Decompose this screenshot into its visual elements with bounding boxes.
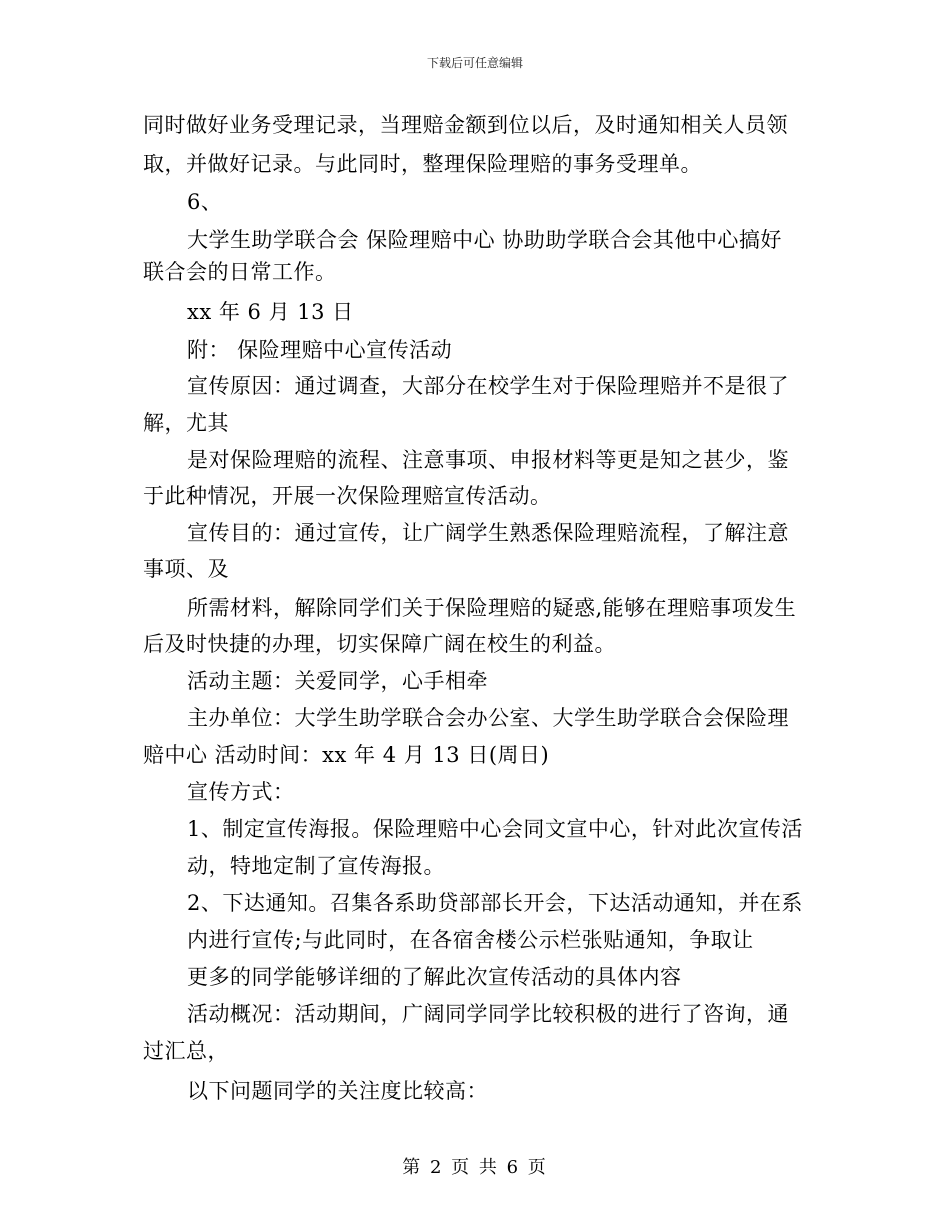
body-line-12: 宣传目的：通过宣传，让广阔学生熟悉保险理赔流程，了解注意 [187,521,789,545]
body-line-2: 取，并做好记录。与此同时，整理保险理赔的事务受理单。 [143,152,702,176]
body-line-10: 是对保险理赔的流程、注意事项、申报材料等更是知之甚少，鉴 [187,448,789,472]
body-line-4: 大学生助学联合会 保险理赔中心 协助助学联合会其他中心搞好 [187,228,782,252]
body-line-19: 宣传方式： [187,780,295,804]
body-line-20: 1、制定宣传海报。保险理赔中心会同文宣中心，针对此次宣传活 [187,817,803,841]
body-line-25: 活动概况：活动期间，广阔同学同学比较积极的进行了咨询，通 [187,1002,789,1026]
body-line-23: 内进行宣传;与此同时，在各宿舍楼公示栏张贴通知，争取让 [187,928,754,952]
page-header: 下载后可任意编辑 [426,56,523,70]
body-line-5: 联合会的日常工作。 [143,260,337,284]
body-line-26: 过汇总， [143,1039,229,1063]
body-line-16: 活动主题：关爱同学，心手相牵 [187,669,488,693]
body-line-22: 2、下达通知。召集各系助贷部部长开会，下达活动通知，并在系 [187,891,803,915]
body-line-14: 所需材料，解除同学们关于保险理赔的疑惑,能够在理赔事项发生 [187,596,797,620]
body-line-17: 主办单位：大学生助学联合会办公室、大学生助学联合会保险理 [187,706,789,730]
body-line-24: 更多的同学能够详细的了解此次宣传活动的具体内容 [187,965,682,989]
body-line-9: 解，尤其 [143,411,229,435]
date-line: xx 年 6 月 13 日 [187,300,354,324]
body-line-18: 赔中心 活动时间：xx 年 4 月 13 日(周日) [143,743,550,767]
body-line-1: 同时做好业务受理记录，当理赔金额到位以后，及时通知相关人员领 [143,113,788,137]
appendix-title: 附： 保险理赔中心宣传活动 [187,338,453,362]
body-line-15: 后及时快捷的办理，切实保障广阔在校生的利益。 [143,632,616,656]
body-line-27: 以下问题同学的关注度比较高： [187,1079,488,1103]
body-line-21: 动，特地定制了宣传海报。 [187,854,445,878]
body-line-3: 6、 [187,190,223,214]
page-footer: 第 2 页 共 6 页 [402,1157,548,1178]
body-line-13: 事项、及 [143,557,229,581]
body-line-8: 宣传原因：通过调查，大部分在校学生对于保险理赔并不是很了 [187,374,789,398]
body-line-11: 于此种情况，开展一次保险理赔宣传活动。 [143,484,552,508]
